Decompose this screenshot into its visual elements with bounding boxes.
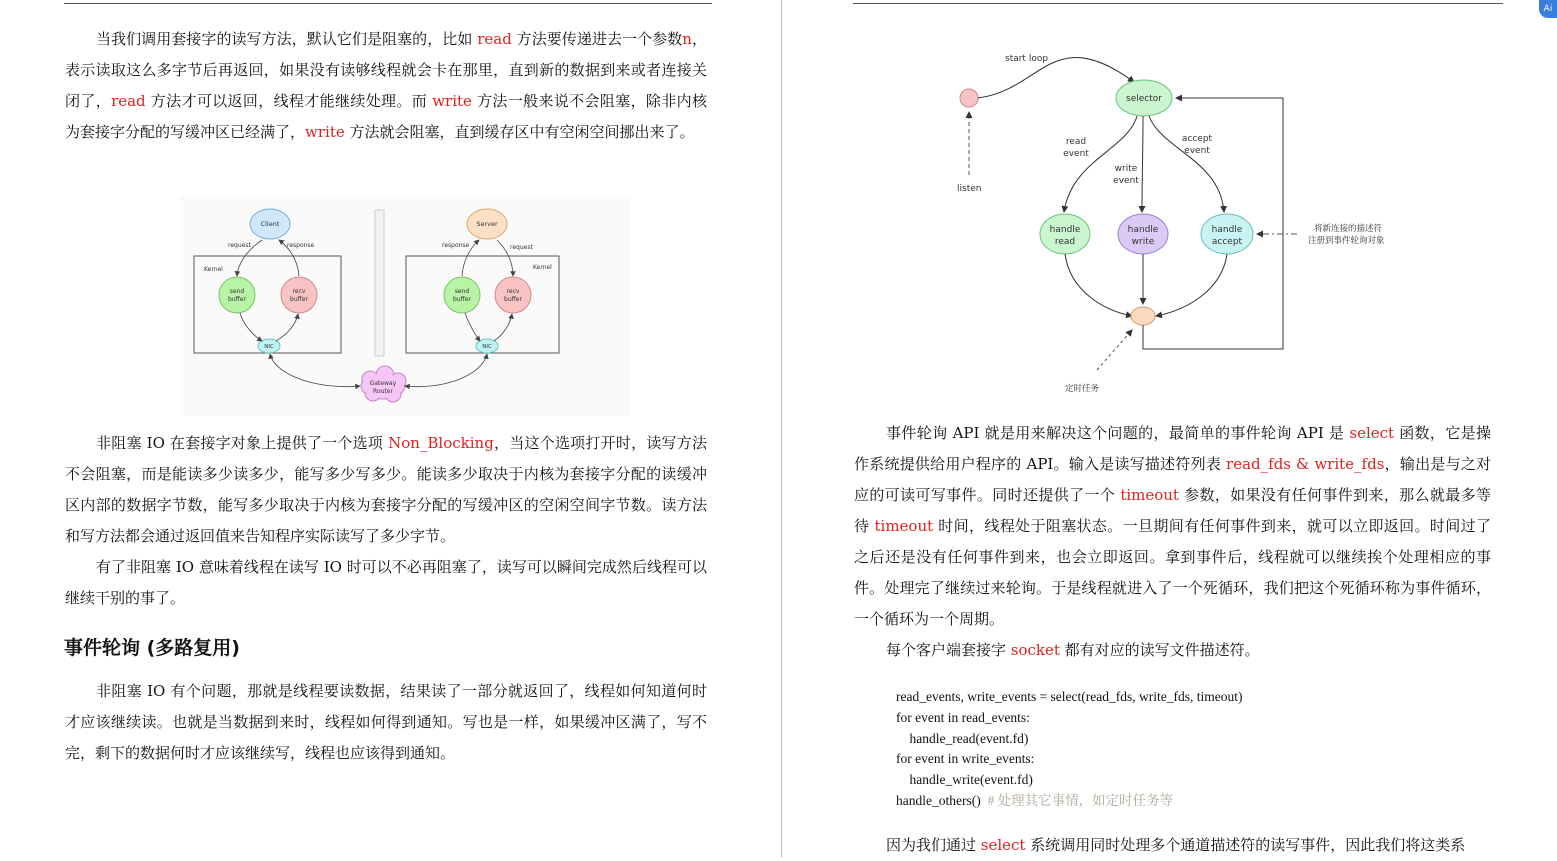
code-keyword: read_fds & write_fds xyxy=(1226,455,1385,473)
blocking-io-network-diagram xyxy=(180,196,630,416)
start-loop-arrow xyxy=(978,57,1134,98)
send-buffer-node xyxy=(444,277,480,313)
code-keyword: timeout xyxy=(1120,486,1179,504)
code-keyword: read xyxy=(477,30,512,48)
read-event-label: event xyxy=(1063,149,1089,159)
kernel-label: Kernel xyxy=(204,266,223,273)
right-paragraph-2: 每个客户端套接字 socket 都有对应的读写文件描述符。 xyxy=(886,641,1260,659)
code-keyword: socket xyxy=(1010,641,1060,659)
send-buffer-node xyxy=(219,277,255,313)
code-keyword: select xyxy=(1349,424,1395,442)
client-label: Client xyxy=(260,220,280,228)
handle-write-label: handle xyxy=(1127,225,1159,235)
left-paragraph-3: 有了非阻塞 IO 意味着线程在读写 IO 时可以不必再阻塞了，读写可以瞬间完成然后线程可以继续干别的事了。 xyxy=(65,558,707,607)
corner-badge[interactable]: Ai xyxy=(1539,0,1557,18)
request-label: request xyxy=(510,244,533,251)
recv-buffer-label: buffer xyxy=(504,296,522,303)
read-event-label: read xyxy=(1065,137,1087,147)
recv-buffer-node xyxy=(281,277,317,313)
section-heading: 事件轮询 (多路复用) xyxy=(64,637,240,659)
code-keyword: read xyxy=(111,92,146,110)
kernel-label: Kernel xyxy=(533,264,552,271)
recv-buffer-label: recv xyxy=(506,288,520,295)
accept-event-arrow xyxy=(1149,116,1224,212)
start-loop-label: start loop xyxy=(1005,54,1049,64)
recv-buffer-label: buffer xyxy=(290,296,308,303)
handle-accept-label: handle xyxy=(1211,225,1243,235)
recv-buffer-label: recv xyxy=(292,288,306,295)
router-label: Router xyxy=(373,388,393,395)
code-keyword: timeout xyxy=(874,517,934,535)
read-done-arrow xyxy=(1065,254,1132,316)
code-line: for event in write_events: xyxy=(896,751,1035,767)
accept-event-label: accept xyxy=(1181,134,1213,144)
left-paragraph-2: 非阻塞 IO 在套接字对象上提供了一个选项 Non_Blocking，当这个选项打开时，读写方法不会阻塞，而是能读多少读多少，能写多少写多少。能读多少取决于内核为套接字分配的读缓冲区内部的数据字节数，能写多少取决于内核为套接字分配的写缓冲区的空闲空间字节数。读方法和写方法都会通过返回值来告知程序实际读写了多少字节。 xyxy=(65,434,707,545)
handle-write-label: write xyxy=(1131,237,1155,247)
request-label: request xyxy=(228,242,251,249)
nic-label: NIC xyxy=(264,344,274,350)
server-label: Server xyxy=(476,220,498,228)
code-block xyxy=(896,687,1243,812)
selector-label: selector xyxy=(1126,94,1162,104)
code-keyword: select xyxy=(980,836,1026,854)
code-line: handle_read(event.fd) xyxy=(896,730,1029,746)
recv-buffer-node xyxy=(495,277,531,313)
gateway-label: Gateway xyxy=(369,380,397,387)
code-keyword: write xyxy=(432,92,472,110)
left-paragraph-1: 当我们调用套接字的读写方法，默认它们是阻塞的，比如 read 方法要传递进去一个参数n，表示读取这么多字节后再返回，如果没有读够线程就会卡在那里，直到新的数据到来或者连接关闭了，read 方法才可以返回，线程才能继续处理。而 write 方法一般来说不会阻塞，除非内核为套接字分配的写缓冲区已经满了，write 方法就会阻塞，直到缓存区中有空闲空间挪出来了。 xyxy=(65,30,707,141)
left-paragraph-4: 非阻塞 IO 有个问题，那就是线程要读数据，结果读了一部分就返回了，线程如何知道何时才应该继续读。也就是当数据到来时，线程如何得到通知。写也是一样，如果缓冲区满了，写不完，剩下的数据何时才应该继续写，线程也应该得到通知。 xyxy=(65,682,707,762)
code-keyword: write xyxy=(305,123,345,141)
timer-arrow xyxy=(1097,330,1132,370)
handle-read-label: handle xyxy=(1049,225,1081,235)
right-paragraph-3: 因为我们通过 select 系统调用同时处理多个通道描述符的读写事件，因此我们将这类系 xyxy=(886,836,1466,854)
write-event-label: write xyxy=(1114,164,1138,174)
nic-label: NIC xyxy=(482,344,492,350)
event-loop-diagram xyxy=(952,40,1422,400)
listen-label: listen xyxy=(957,184,982,194)
code-line: read_events, write_events = select(read_fds, write_fds, timeout) xyxy=(896,689,1243,704)
write-event-label: event xyxy=(1113,176,1139,186)
register-note: 注册到事件轮询对象 xyxy=(1308,236,1385,246)
right-paragraph-1: 事件轮询 API 就是用来解决这个问题的，最简单的事件轮询 API 是 select 函数，它是操作系统提供给用户程序的 API。输入是读写描述符列表 read_fds & write_fds，输出是与之对应的可读可写事件。同时还提供了一个 timeout 参数，如果没有任何事件到来，那么就最多等待 timeout 时间，线程处于阻塞状态。一旦期间有任何事件到来，就可以立即返回。时间过了之后还是没有任何事件到来，也会立即返回。拿到事件后，线程就可以继续挨个处理相应的事件。处理完了继续过来轮询。于是线程就进入了一个死循环，我们把这个死循环称为事件循环，一个循环为一个周期。 xyxy=(854,424,1491,628)
divider-bar xyxy=(375,210,384,356)
send-buffer-label: buffer xyxy=(453,296,471,303)
code-keyword: Non_Blocking xyxy=(388,434,494,452)
write-event-arrow xyxy=(1142,116,1143,212)
send-buffer-label: buffer xyxy=(228,296,246,303)
timer-node xyxy=(1131,307,1155,325)
response-label: response xyxy=(287,242,315,249)
accept-done-arrow xyxy=(1156,254,1227,316)
code-comment: # 处理其它事情，如定时任务等 xyxy=(980,792,1174,808)
timer-label: 定时任务 xyxy=(1065,384,1100,394)
send-buffer-label: send xyxy=(229,288,245,295)
code-line: for event in read_events: xyxy=(896,709,1030,725)
register-note: 将新连接的描述符 xyxy=(1314,224,1383,234)
handle-read-label: read xyxy=(1054,237,1076,247)
code-line: handle_others() # 处理其它事情，如定时任务等 xyxy=(896,792,1174,808)
accept-event-label: event xyxy=(1184,146,1210,156)
send-buffer-label: send xyxy=(454,288,470,295)
listen-node xyxy=(960,89,978,107)
code-line: handle_write(event.fd) xyxy=(896,772,1033,788)
right-page xyxy=(782,0,1557,857)
code-keyword: n xyxy=(682,30,692,48)
response-label: response xyxy=(442,242,470,249)
left-page xyxy=(0,0,780,857)
handle-accept-label: accept xyxy=(1211,237,1243,247)
